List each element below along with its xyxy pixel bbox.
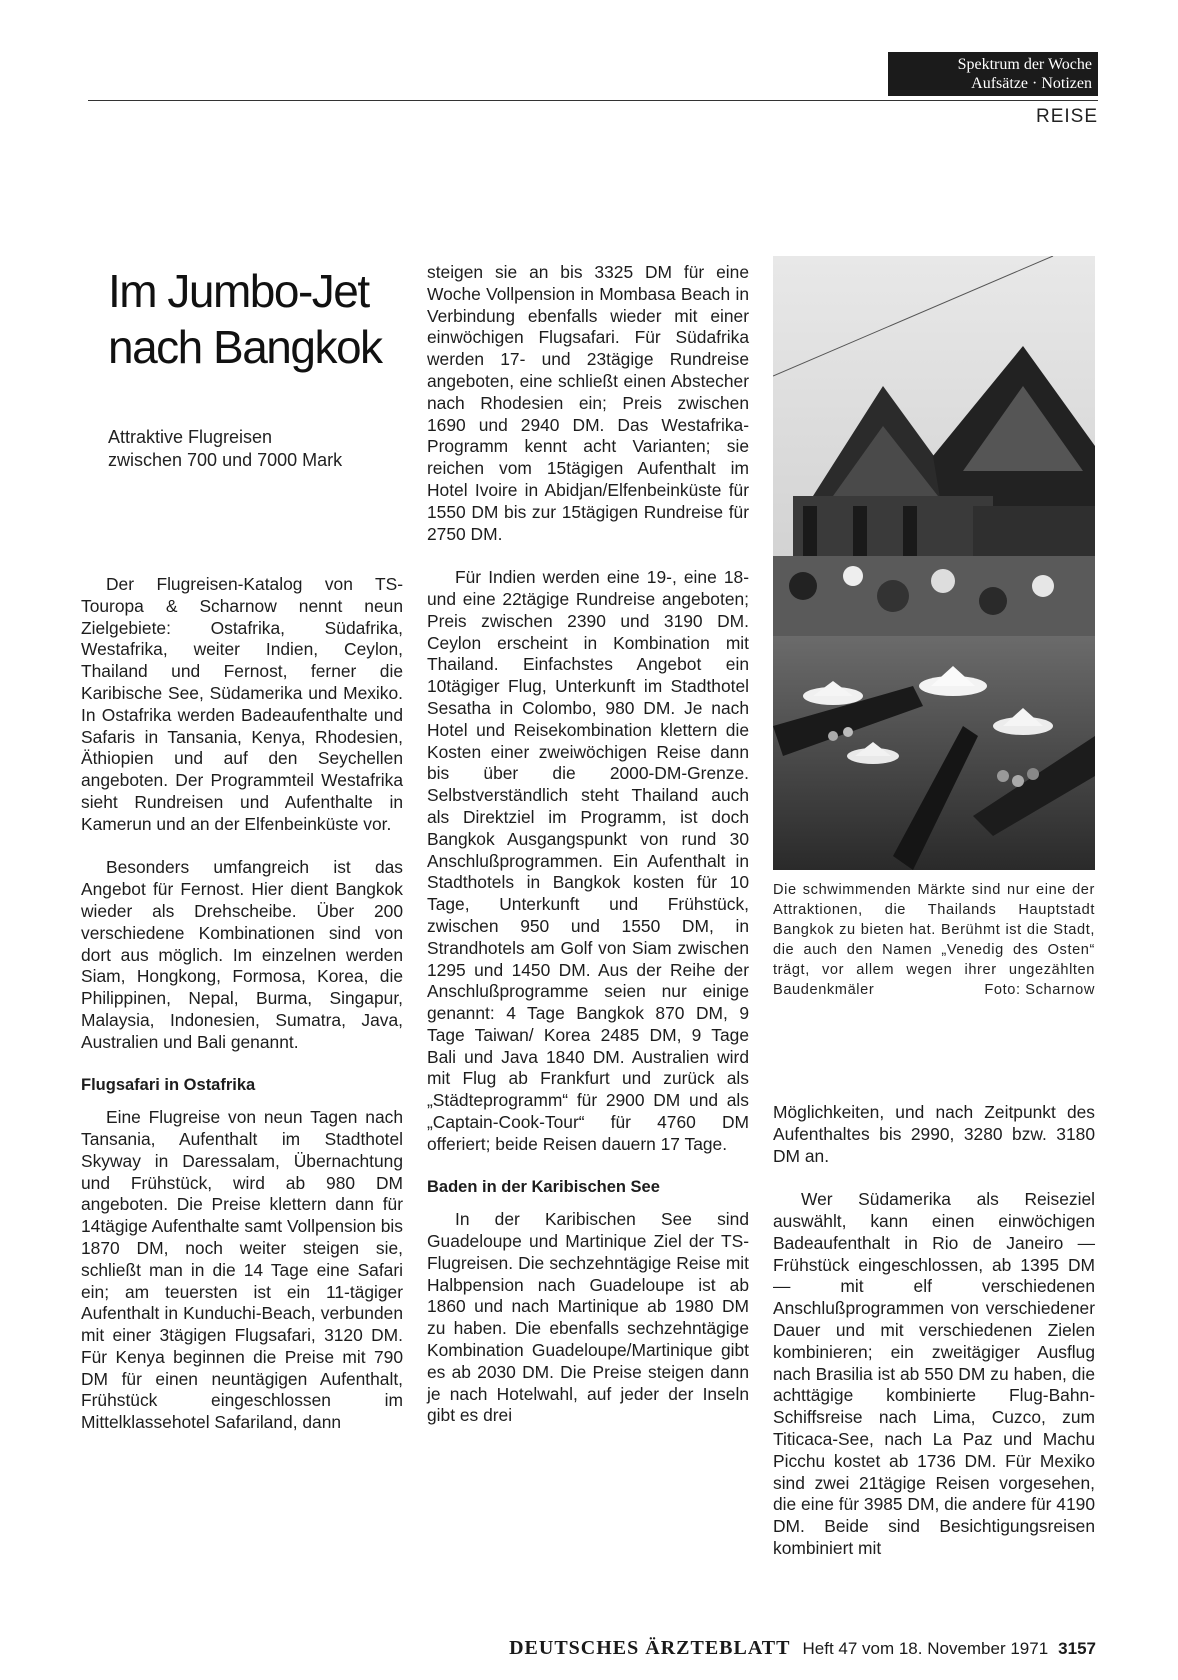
- journal-name: DEUTSCHES ÄRZTEBLATT: [509, 1637, 791, 1659]
- title-line2: nach Bangkok: [108, 321, 382, 373]
- page-number: 3157: [1058, 1639, 1096, 1658]
- header-box-line1: Spektrum der Woche: [957, 56, 1092, 73]
- col2-subheading: Baden in der Karibischen See: [427, 1178, 660, 1197]
- photo-illustration: [773, 256, 1095, 870]
- col1-paragraph-1: Der Flugreisen-Katalog von TS-Touropa & Scharnow nennt neun Zielgebiete: Ostafrika, Südafrika, Westafrika, weiter Indien, Ceylon, Thailand und Fernost, ferner die Karibische See, Südamerika und Mexiko. In Ostafrika werden Badeaufenthalte und Safaris in Tansania, Kenya, Rhodesien, Äthiopien und auf den Seychellen angeboten. Der Programmteil Westafrika sieht Rundreisen und Aufenthalte in Kamerun und an der Elfenbeinküste vor.: [81, 574, 403, 834]
- header-box-line2: Aufsätze · Notizen: [971, 75, 1092, 92]
- col1-paragraph-3: Eine Flugreise von neun Tagen nach Tansania, Aufenthalt im Stadthotel Skyway in Daressalam, Übernachtung und Frühstück, wird ab 980 DM angeboten. Die Preise klettern dann für 14tägige Aufenthalte samt Vollpension bis 1870 DM, noch weiter steigen sie, schließt man in die 14 Tage eine Safari ein; am teuersten ist ein 11-tägiger Aufenthalt in Kunduchi-Beach, verbunden mit einer 3tägigen Flugsafari, 3120 DM. Für Kenya beginnen die Preise mit 790 DM für einen neuntägigen Aufenthalt, Frühstück eingeschlossen im Mittelklassehotel Safariland, dann: [81, 1107, 403, 1433]
- subtitle-line1: Attraktive Flugreisen: [108, 427, 273, 447]
- article-subtitle: [108, 426, 428, 472]
- page-footer: [420, 1637, 1096, 1660]
- section-label: REISE: [1035, 106, 1098, 127]
- caption-text: Die schwimmenden Märkte sind nur eine der Attraktionen, die Thailands Hauptstadt Bangkok zu bieten hat. Berühmt ist die Stadt, die auch den Namen „Venedig des Osten“ trägt, vor allem wegen ihrer ungezählten Baudenkmäler: [773, 882, 1095, 998]
- col1-subheading: Flugsafari in Ostafrika: [81, 1076, 256, 1095]
- issue-info: Heft 47 vom 18. November 1971: [802, 1639, 1049, 1658]
- text-column-3: [773, 1102, 1095, 1582]
- section-header-box: [888, 52, 1098, 96]
- photo-credit: Foto: Scharnow: [984, 982, 1095, 998]
- col3-paragraph-1: Möglichkeiten, und nach Zeitpunkt des Aufenthaltes bis 2990, 3280 bzw. 3180 DM an.: [773, 1102, 1095, 1166]
- photo-caption: [773, 880, 1095, 1000]
- article-title: [108, 263, 428, 375]
- col1-paragraph-2: Besonders umfangreich ist das Angebot für Fernost. Hier dient Bangkok wieder als Drehscheibe. Über 200 verschiedene Kombinationen sind von dort aus möglich. Im einzelnen werden Siam, Hongkong, Formosa, Korea, die Philippinen, Nepal, Burma, Singapur, Malaysia, Indonesien, Sumatra, Java, Australien und Bali genannt.: [81, 857, 403, 1052]
- col2-paragraph-3: In der Karibischen See sind Guadeloupe und Martinique Ziel der TS-Flugreisen. Die sechzehntägige Reise mit Halbpension nach Guadeloupe ist ab 1860 und nach Martinique ab 1980 DM zu haben. Die ebenfalls sechzehntägige Kombination Guadeloupe/Martinique gibt es ab 2030 DM. Die Preise steigen dann je nach Hotelwahl, auf jeder der Inseln gibt es drei: [427, 1209, 749, 1426]
- floating-market-photo: [773, 256, 1095, 870]
- col2-paragraph-1: steigen sie an bis 3325 DM für eine Woche Vollpension in Mombasa Beach in Verbindung ebenfalls wieder mit einer einwöchigen Flugsafari. Für Südafrika werden 17- und 23tägige Rundreise angeboten, eine schließt einen Abstecher nach Rhodesien ein; Preis zwischen 1690 und 2940 DM. Das Westafrika-Programm kennt acht Varianten; sie reichen vom 15tägigen Aufenthalt im Hotel Ivoire in Abidjan/Elfenbeinküste für 1550 DM bis zur 15tägigen Rundreise für 2750 DM.: [427, 262, 749, 544]
- title-line1: Im Jumbo-Jet: [108, 265, 369, 317]
- text-column-2: [427, 262, 749, 1449]
- header-rule: [88, 100, 1098, 101]
- text-column-1: [81, 574, 403, 1456]
- subtitle-line2: zwischen 700 und 7000 Mark: [108, 450, 343, 470]
- col2-paragraph-2: Für Indien werden eine 19-, eine 18- und eine 22tägige Rundreise angeboten; Preis zwischen 2390 und 3190 DM. Ceylon erscheint in Kombination mit Thailand. Einfachstes Angebot ein 10tägiger Flug, Unterkunft im Stadthotel Sesatha in Colombo, 980 DM. Je nach Hotel und Reisekombination klettern die Kosten einer zweiwöchigen Reise dann bis über die 2000-DM-Grenze. Selbstverständlich steht Thailand auch als Direktziel im Programm, ist doch Bangkok Ausgangspunkt von rund 30 Anschlußprogrammen. Ein Aufenthalt in Stadthotels in Bangkok kosten für 10 Tage, Unterkunft und Frühstück, zwischen 950 und 1550 DM, in Strandhotels am Golf von Siam zwischen 1295 und 1450 DM. Aus der Reihe der Anschlußprogramme seien nur einige genannt: 4 Tage Bangkok 870 DM, 9 Tage Taiwan/ Korea 2485 DM, 9 Tage Bali und Java 1840 DM. Australien wird mit Flug ab Frankfurt und zurück als „Städteprogramm“ für 2900 DM und als „Captain-Cook-Tour“ für 4760 DM offeriert; beide Reisen dauern 17 Tage.: [427, 567, 749, 1154]
- col3-paragraph-2: Wer Südamerika als Reiseziel auswählt, kann einen einwöchigen Badeaufenthalt in Rio de Janeiro — Frühstück eingeschlossen, ab 1395 DM — mit elf verschiedenen Anschlußprogrammen von verschiedener Dauer und mit verschiedenen Zielen kombinieren; ein zweitägiger Ausflug nach Brasilia ist ab 550 DM zu haben, die achttägige kombinierte Flug-Bahn-Schiffsreise nach Lima, Cuzco, zum Titicaca-See, nach La Paz und Machu Picchu kostet ab 1736 DM. Für Mexiko sind zwei 21tägige Reisen vorgesehen, die eine für 3985 DM, die andere für 4190 DM. Beide sind Besichtigungsreisen kombiniert mit: [773, 1189, 1095, 1558]
